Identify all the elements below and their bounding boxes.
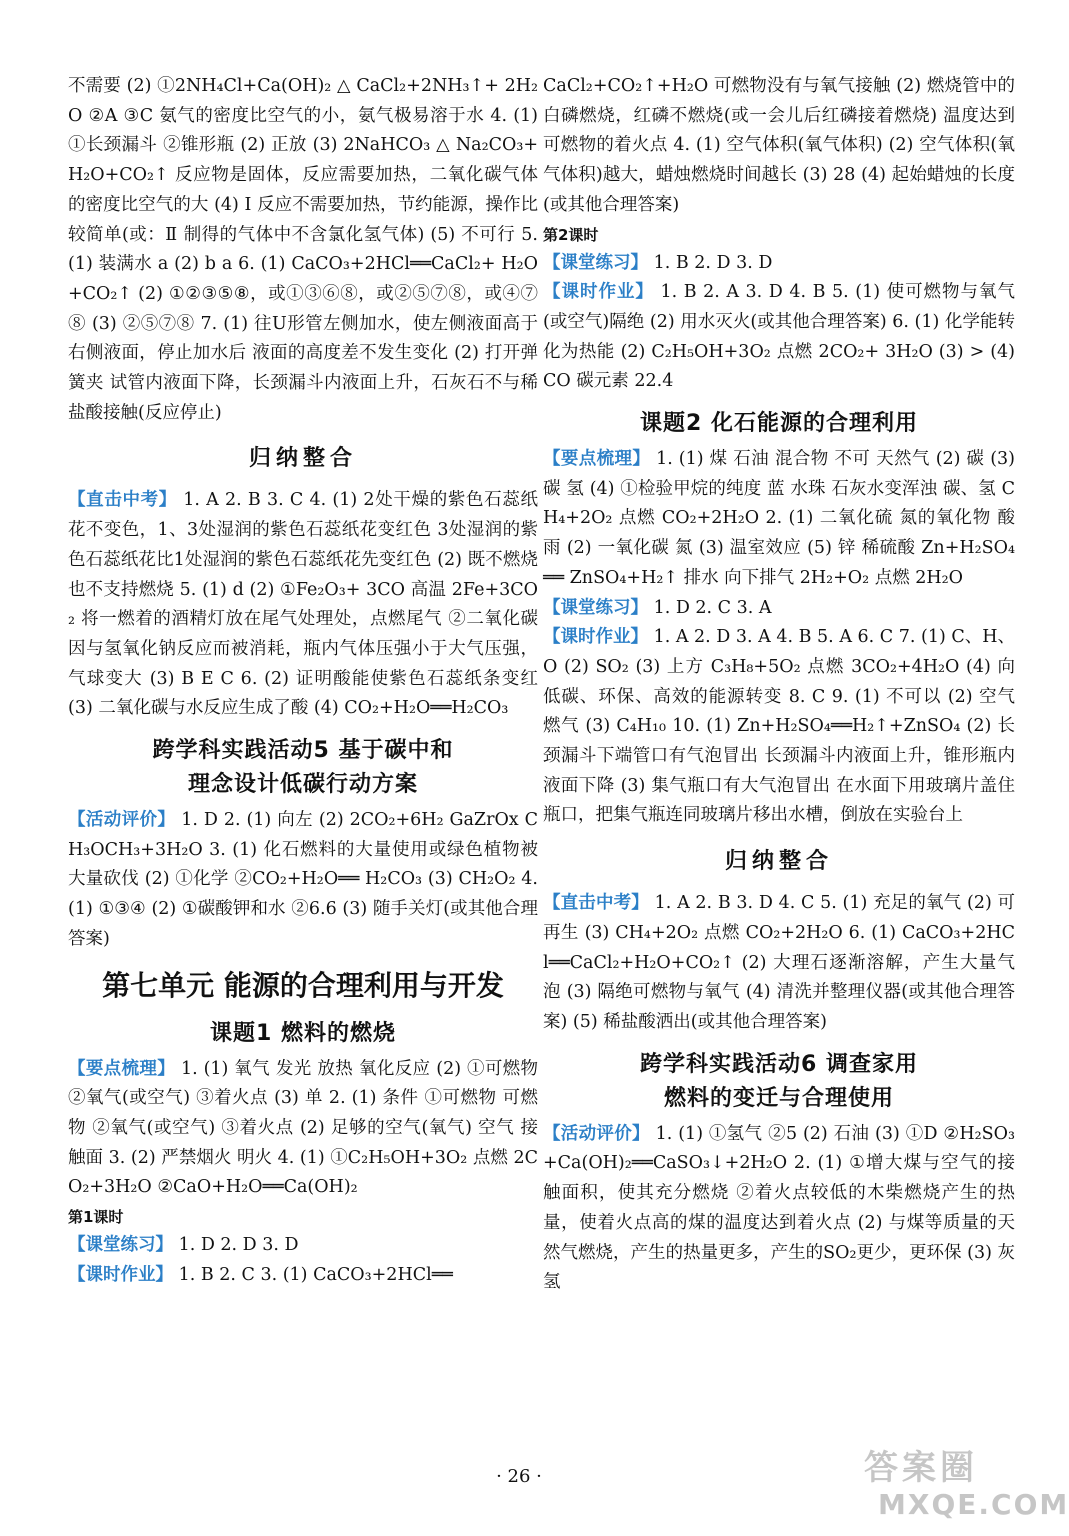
activity-heading [543, 1048, 1015, 1116]
section-tag: 【课时作业】 [68, 1264, 173, 1285]
section-tag: 【课堂练习】 [68, 1235, 173, 1256]
period-title: 第1课时 [68, 1208, 124, 1227]
answer-block [68, 806, 538, 955]
answer-block [68, 1231, 538, 1261]
activity-heading-line: 跨学科实践活动6 调查家用 [640, 1051, 918, 1077]
unit-title: 第七单元 能源的合理利用与开发 [102, 968, 504, 1002]
watermark-url: MXQE.COM [878, 1488, 1069, 1521]
page-number: · 26 · [496, 1466, 542, 1487]
section-tag: 【直击中考】 [543, 893, 649, 914]
activity-heading-line: 燃料的变迁与合理使用 [663, 1085, 894, 1111]
section-heading: 归纳整合 [248, 446, 357, 472]
section-tag: 【课堂练习】 [543, 252, 648, 273]
section-tag: 【活动评价】 [543, 1123, 650, 1144]
answer-block [543, 594, 1015, 624]
section-tag: 【课时作业】 [543, 627, 649, 648]
watermark-logo [856, 1436, 1069, 1530]
answer-block [68, 72, 538, 428]
answer-block [68, 1261, 538, 1291]
period-title: 第2课时 [543, 225, 599, 244]
answer-text: 1. B 2. D 3. D [648, 252, 773, 273]
section-tag: 【课堂练习】 [543, 597, 648, 618]
answer-block [543, 278, 1015, 397]
answer-text: CaCl₂+CO₂↑+H₂O 可燃物没有与氧气接触 (2) 燃烧管中的白磷燃烧，红磷不燃烧(或一会儿后红磷接着燃烧) 温度达到可燃物的着火点 4. (1) 空气体积(氧气体积) (2) 空气体积(氧气体积)越大，蜡烛燃烧时间越长 (3) 28 (4) 起始蜡烛的长度(或其他合理答案) [543, 76, 1015, 215]
section-tag: 【活动评价】 [68, 810, 176, 831]
answer-text: 1. D 2. D 3. D [173, 1235, 299, 1256]
answer-text: 1. (1) ①氢气 ②5 (2) 石油 (3) ①D ②H₂SO₃+Ca(OH)₂══CaSO₃↓+2H₂O 2. (1) ①增大煤与空气的接触面积，使其充分燃烧 ②着火点较低的木柴燃烧产生的热量，使着火点高的煤的温度达到着火点 (2) 与煤等质量的天然气燃烧，产生的热量更多，产生的SO₂更少，更环保 (3) 灰氢 [543, 1123, 1016, 1293]
answer-text: 1. A 2. B 3. C 4. (1) 2处干燥的紫色石蕊纸花不变色，1、3处湿润的紫色石蕊纸花变红色 3处湿润的紫色石蕊纸花比1处湿润的紫色石蕊纸花先变红色 (2) 既不燃烧也不支持燃烧 5. (1) d (2) ①Fe₂O₃+ 3CO 高温 2Fe+3CO₂ 将一燃着的酒精灯放在尾气处理处，点燃尾气 ②二氧化碳因与氢氧化钠反应而被消耗，瓶内气体压强小于大气压强，气球变大 (3) B E C 6. (2) 证明酸能使紫色石蕊纸条变红 (3) 二氧化碳与水反应生成了酸 (4) CO₂+H₂O══H₂CO₃ [68, 490, 539, 719]
lesson-title: 课题1 燃料的燃烧 [210, 1020, 396, 1046]
answer-block [543, 249, 1015, 279]
answer-text: 1. A 2. D 3. A 4. B 5. A 6. C 7. (1) C、H、O (2) SO₂ (3) 上方 C₃H₈+5O₂ 点燃 3CO₂+4H₂O (4) 向低碳、环保、高效的能源转变 8. C 9. (1) 不可以 (2) 空气 燃气 (3) C₄H₁₀ 10. (1) Zn+H₂SO₄══H₂↑+ZnSO₄ (2) 长颈漏斗下端管口有气泡冒出 长颈漏斗内液面上升，锥形瓶内液面下降 (3) 集气瓶口有大气泡冒出 在水面下用玻璃片盖住瓶口，把集气瓶连同玻璃片移出水槽，倒放在实验台上 [543, 627, 1016, 826]
answer-text: 1. (1) 煤 石油 混合物 不可 天然气 (2) 碳 (3) 碳 氢 (4) ①检验甲烷的纯度 蓝 水珠 石灰水变浑浊 碳、氢 CH₄+2O₂ 点燃 CO₂+2H₂O 2. (1) 二氧化硫 氮的氧化物 酸雨 (2) 一氧化碳 氮 (3) 温室效应 (5) 锌 稀硫酸 Zn+H₂SO₄══ ZnSO₄+H₂↑ 排水 向下排气 2H₂+O₂ 点燃 2H₂O [543, 449, 1015, 588]
answer-text: 1. B 2. C 3. (1) CaCO₃+2HCl══ [173, 1264, 453, 1285]
answer-block [543, 889, 1015, 1038]
watermark-text: 答案圈 [864, 1448, 978, 1488]
answer-text: 1. B 2. A 3. D 4. B 5. (1) 使可燃物与氧气(或空气)隔绝 (2) 用水灭火(或其他合理答案) 6. (1) 化学能转化为热能 (2) C₂H₅OH+3O₂ 点燃 2CO₂+ 3H₂O (3) > (4) CO 碳元素 22.4 [543, 282, 1015, 392]
section-tag: 【要点梳理】 [68, 1058, 176, 1079]
section-heading: 归纳整合 [724, 849, 833, 875]
section-tag: 【直击中考】 [68, 490, 177, 511]
answer-text: 1. A 2. B 3. D 4. C 5. (1) 充足的氧气 (2) 可再生 (3) CH₄+2O₂ 点燃 CO₂+2H₂O 6. (1) CaCO₃+2HCl══CaCl₂+H₂O+CO₂↑ (2) 大理石逐渐溶解，产生大量气泡 (3) 隔绝可燃物与氧气 (4) 清洗并整理仪器(或其他合理答案) (5) 稀盐酸洒出(或其他合理答案) [543, 893, 1016, 1032]
answer-block [543, 1120, 1015, 1298]
left-column [68, 72, 538, 1291]
answer-block [543, 445, 1015, 594]
right-column [543, 72, 1015, 1298]
answer-block [543, 72, 1015, 221]
activity-heading-line: 跨学科实践活动5 基于碳中和 [152, 738, 454, 764]
answer-text: 不需要 (2) ①2NH₄Cl+Ca(OH)₂ △ CaCl₂+2NH₃↑+ 2H₂O ②A ③C 氨气的密度比空气的小，氨气极易溶于水 4. (1) ①长颈漏斗 ②锥形瓶 (2) 正放 (3) 2NaHCO₃ △ Na₂CO₃+H₂O+CO₂↑ 反应物是固体，反应需要加热，二氧化碳气体的密度比空气的大 (4) Ⅰ 反应不需要加热，节约能源，操作比较简单(或：Ⅱ 制得的气体中不含氯化氢气体) (5) 不可行 5. (1) 装满水 a (2) b a 6. (1) CaCO₃+2HCl══CaCl₂+ H₂O+CO₂↑ (2) ①②③⑤⑧，或①③⑥⑧，或②⑤⑦⑧，或④⑦⑧ (3) ②⑤⑦⑧ 7. (1) 往U形管左侧加水，使左侧液面高于右侧液面，停止加水后 液面的高度差不发生变化 (2) 打开弹簧夹 试管内液面下降，长颈漏斗内液面上升，石灰石不与稀盐酸接触(反应停止) [68, 76, 538, 423]
answer-block [68, 486, 538, 724]
lesson-title: 课题2 化石能源的合理利用 [640, 411, 918, 437]
section-tag: 【要点梳理】 [543, 449, 651, 470]
answer-block [543, 623, 1015, 831]
activity-heading-line: 理念设计低碳行动方案 [187, 772, 418, 798]
answer-text: 1. (1) 氧气 发光 放热 氧化反应 (2) ①可燃物 ②氧气(或空气) ③着火点 (3) 单 2. (1) 条件 ①可燃物 可燃物 ②氧气(或空气) ③着火点 (2) 足够的空气(氧气) 空气 接触面 3. (2) 严禁烟火 明火 4. (1) ①C₂H₅OH+3O₂ 点燃 2CO₂+3H₂O ②CaO+H₂O══Ca(OH)₂ [68, 1058, 539, 1198]
answer-text: 1. D 2. (1) 向左 (2) 2CO₂+6H₂ GaZrOx CH₃OCH₃+3H₂O 3. (1) 化石燃料的大量使用或绿色植物被大量砍伐 (2) ①化学 ②CO₂+H₂O══ H₂CO₃ (3) CH₂O₂ 4. (1) ①③④ (2) ①碳酸钾和水 ②6.6 (3) 随手关灯(或其他合理答案) [68, 810, 539, 949]
answer-block [68, 1055, 538, 1204]
section-tag: 【课时作业】 [543, 282, 654, 303]
answer-text: 1. D 2. C 3. A [648, 597, 772, 618]
activity-heading [68, 734, 538, 802]
